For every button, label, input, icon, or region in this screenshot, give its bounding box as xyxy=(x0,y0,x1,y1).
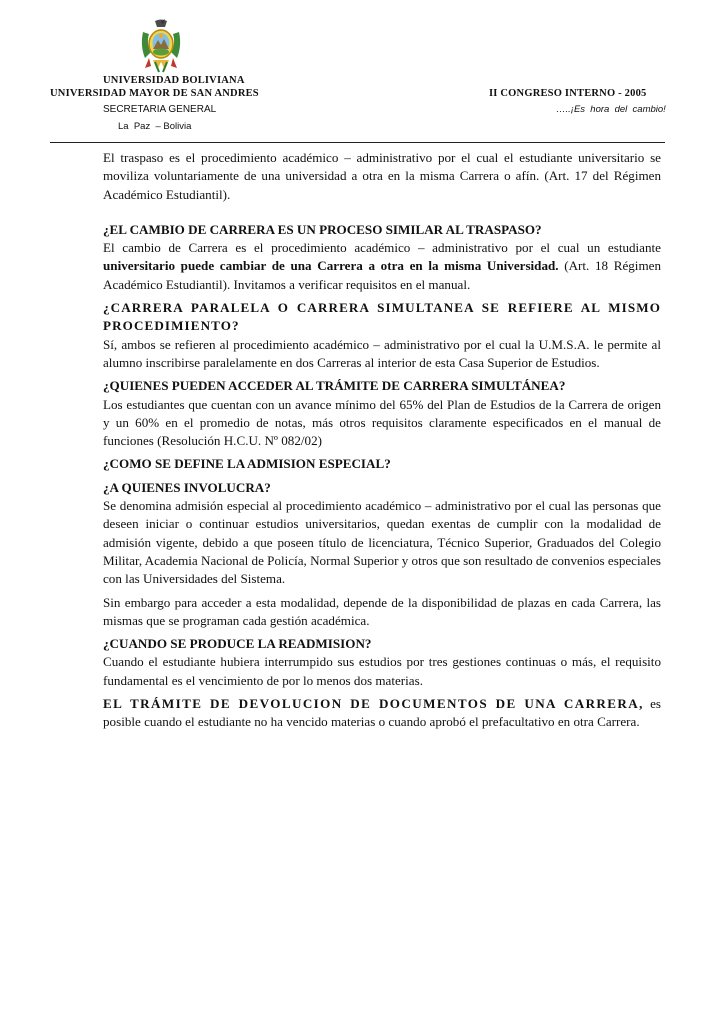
question-readmision: ¿CUANDO SE PRODUCE LA READMISION? xyxy=(103,636,372,652)
slogan: …..¡Es hora del cambio! xyxy=(556,104,666,115)
devolucion-paragraph: EL TRÁMITE DE DEVOLUCION DE DOCUMENTOS DE UNA CARRERA, es posible cuando el estudiante no ha vencido materias o cuando aprobó el prefacultativo en otra Carrera. xyxy=(103,696,661,730)
question-carrera-paralela: ¿CARRERA PARALELA O CARRERA SIMULTANEA SE REFIERE AL MISMO PROCEDIMIENTO? xyxy=(103,300,661,334)
intro-paragraph: El traspaso es el procedimiento académico – administrativo por el cual el estudiante universitario se moviliza voluntariamente de una universidad a otra en la misma Carrera o afín. (Art. 17 del Régimen Académico Estudiantil). xyxy=(103,150,661,202)
header-divider xyxy=(50,142,665,143)
event-title: II CONGRESO INTERNO - 2005 xyxy=(489,88,647,99)
university-line-1: UNIVERSIDAD BOLIVIANA xyxy=(103,75,245,86)
question-admision-especial: ¿COMO SE DEFINE LA ADMISION ESPECIAL? xyxy=(103,456,391,472)
answer-carrera-simultanea: Los estudiantes que cuentan con un avance mínimo del 65% del Plan de Estudios de la Carrera de origen y un 60% en el promedio de notas, más otros requisitos claramente especificados en el manual de funciones (Resolución H.C.U. Nº 082/02) xyxy=(103,396,661,449)
university-line-2: UNIVERSIDAD MAYOR DE SAN ANDRES xyxy=(50,88,259,99)
answer-admision-especial-2: Sin embargo para acceder a esta modalidad, depende de la disponibilidad de plazas en cada Carrera, las mismas que se programan cada gestión académica. xyxy=(103,594,661,628)
document-body xyxy=(103,149,661,732)
answer-admision-especial-1: Se denomina admisión especial al procedimiento académico – administrativo por el cual las personas que deseen iniciar o continuar estudios universitarios, quedan exentas de cumplir con la modalidad de admisión vigente, debido a que poseen título de licenciatura, Técnico Superior, Graduados del Colegio Militar, Academia Nacional de Policía, Normal Superior y otros que son resultado de convenios especiales con las Universidades del Sistema. xyxy=(103,498,661,587)
department-label: SECRETARIA GENERAL xyxy=(103,104,217,115)
bolivia-coat-of-arms-icon xyxy=(139,18,183,74)
question-a-quienes: ¿A QUIENES INVOLUCRA? xyxy=(103,479,271,495)
answer-cambio-carrera: El cambio de Carrera es el procedimiento académico – administrativo por el cual un estudiante universitario puede cambiar de una Carrera a otra en la misma Universidad. (Art. 18 Régimen Académico Estudiantil). Invitamos a verificar requisitos en el manual. xyxy=(103,240,661,292)
question-cambio-carrera: ¿EL CAMBIO DE CARRERA ES UN PROCESO SIMILAR AL TRASPASO? xyxy=(103,221,542,237)
question-carrera-simultanea: ¿QUIENES PUEDEN ACCEDER AL TRÁMITE DE CARRERA SIMULTÁNEA? xyxy=(103,378,566,394)
answer-readmision: Cuando el estudiante hubiera interrumpido sus estudios por tres gestiones continuas o más, el requisito fundamental es el vencimiento de por lo menos dos materias. xyxy=(103,654,661,688)
location-label: La Paz – Bolivia xyxy=(118,121,192,132)
answer-carrera-paralela: Sí, ambos se refieren al procedimiento académico – administrativo por el cual la U.M.S.A. le permite al alumno inscribirse paralelamente en dos Carreras al interior de esta Casa Superior de Estudios. xyxy=(103,336,661,370)
